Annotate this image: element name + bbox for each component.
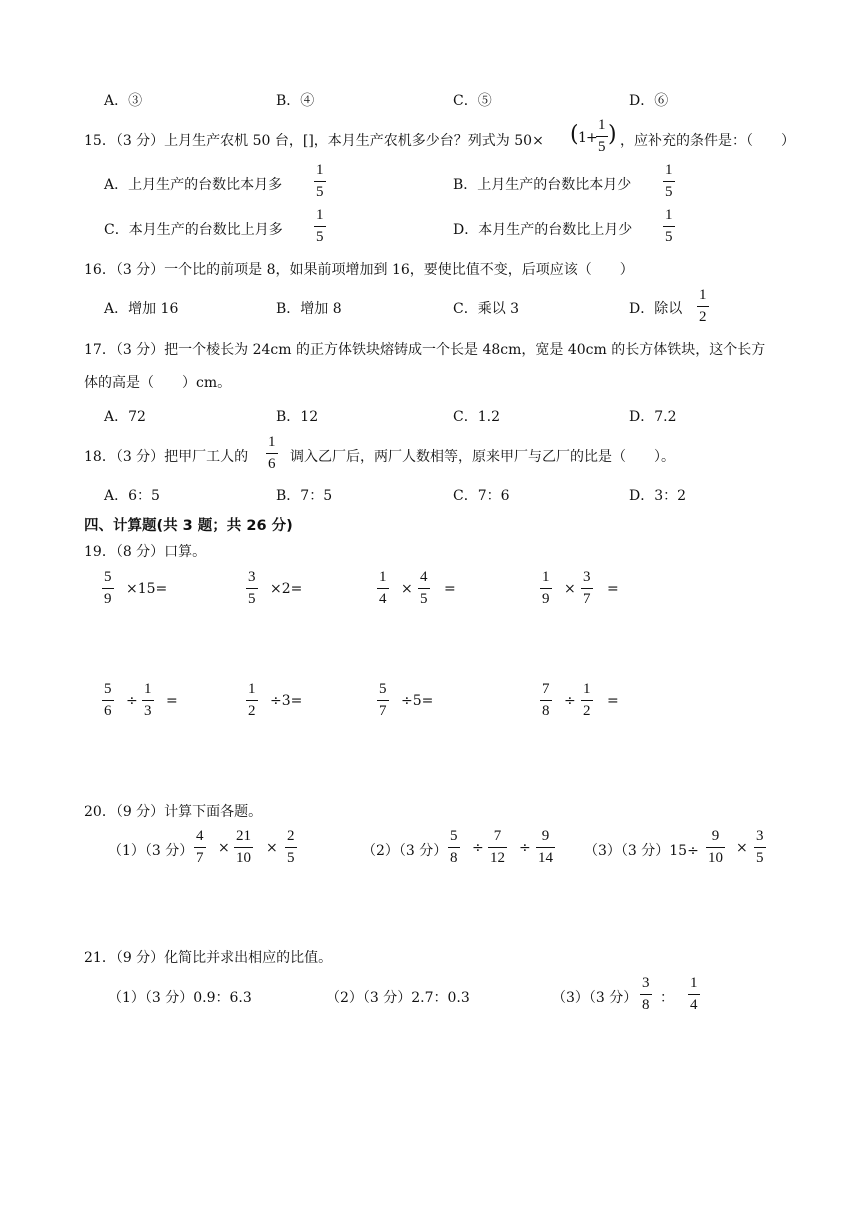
q16-option-d: D．除以 [629,301,683,317]
q20-part1-label: （1）（3 分） [108,843,194,859]
q19-r1-e3-frac2 [418,570,430,607]
q17-stem-line2: 体的高是（ ）cm。 [84,375,232,391]
numerator: 9 [541,828,550,844]
denominator: 5 [756,850,764,866]
q15-stem-after: ，应补充的条件是：（ ） [620,133,795,149]
q16-option-b: B．增加 8 [276,301,342,317]
q15-stem: 15．（3 分）上月生产农机 50 台，[]，本月生产农机多少台？列式为 50× [84,133,544,149]
q17-option-c: C．1.2 [453,409,500,425]
q14-option-c: C．⑤ [453,93,492,109]
numerator: 1 [699,287,707,303]
denominator: 2 [699,309,707,325]
numerator: 1 [583,681,591,697]
numerator: 1 [665,162,673,178]
numerator: 7 [542,681,550,697]
denominator: 4 [379,591,387,607]
q20-part1-frac1 [194,829,206,866]
numerator: 1 [248,681,256,697]
q15-option-a: A．上月生产的台数比本月多 [104,177,283,193]
q15-option-b-fraction [663,163,675,200]
q20-part3-op1: × [736,840,748,856]
q19-r2-e4-frac1 [540,682,552,719]
q19-r1-e1-op: ×15= [126,581,168,597]
denominator: 10 [236,850,251,866]
q20-part3-label: （3）（3 分）15÷ [584,843,699,859]
denominator: 8 [642,997,650,1013]
numerator: 1 [690,975,698,991]
q21-part3-frac1 [640,976,652,1013]
q19-r1-e4-eq: = [607,581,619,597]
q20-part2-frac3 [536,829,555,866]
q19-r2-e3-frac [377,682,389,719]
q19-r1-e1-frac [102,570,114,607]
denominator: 5 [665,229,673,245]
q18-option-c: C．7：6 [453,488,510,504]
q20-stem: 20．（9 分）计算下面各题。 [84,804,263,820]
numerator: 5 [450,828,458,844]
q19-r2-e2-op: ÷3= [270,693,303,709]
q15-paren-close: ) [608,122,617,147]
numerator: 5 [379,681,387,697]
q18-fraction [266,435,278,472]
q19-stem: 19．（8 分）口算。 [84,544,207,560]
numerator: 3 [642,975,650,991]
denominator: 2 [248,703,256,719]
q21-part1: （1）（3 分）0.9：6.3 [108,990,252,1006]
numerator: 1 [144,681,152,697]
numerator: 5 [104,681,112,697]
q21-part3-sep: ： [660,990,674,1006]
q19-r1-e4-frac1 [540,570,552,607]
denominator: 4 [690,997,698,1013]
denominator: 7 [196,850,204,866]
q15-paren-open: ( [570,122,579,147]
q15-option-d: D．本月生产的台数比上月少 [453,222,633,238]
numerator: 2 [287,828,295,844]
numerator: 1 [379,569,387,585]
q20-part2-op2: ÷ [519,840,531,856]
denominator: 6 [104,703,112,719]
q19-r1-e3-eq: = [444,581,456,597]
denominator: 5 [420,591,428,607]
q16-option-c: C．乘以 3 [453,301,520,317]
denominator: 5 [316,184,324,200]
q15-option-a-fraction [314,163,326,200]
q18-option-b: B．7：5 [276,488,333,504]
denominator: 3 [144,703,152,719]
denominator: 10 [708,850,723,866]
q18-option-a: A．6：5 [104,488,160,504]
q19-r1-e3-op: × [401,581,413,597]
numerator: 1 [598,117,606,133]
numerator: 3 [248,569,256,585]
q17-option-b: B．12 [276,409,319,425]
q15-one: 1 [578,130,587,146]
q19-r1-e4-op: × [564,581,576,597]
q14-option-d: D．⑥ [629,93,669,109]
q21-part3-label: （3）（3 分） [552,990,638,1006]
q19-r2-e2-frac [246,682,258,719]
numerator: 3 [756,828,764,844]
denominator: 6 [268,456,276,472]
section-heading: 四、计算题(共 3 题；共 26 分) [84,518,293,534]
numerator: 3 [583,569,591,585]
q19-r1-e4-frac2 [581,570,593,607]
q20-part2-op1: ÷ [472,840,484,856]
denominator: 5 [316,229,324,245]
q15-plus: + [586,130,598,146]
denominator: 2 [583,703,591,719]
numerator: 1 [542,569,550,585]
numerator: 7 [493,828,502,844]
q15-option-b: B．上月生产的台数比本月少 [453,177,632,193]
numerator: 5 [104,569,112,585]
denominator: 8 [450,850,458,866]
q20-part1-op2: × [266,840,278,856]
q19-r2-e3-op: ÷5= [401,693,434,709]
denominator: 7 [583,591,591,607]
q19-r2-e4-op: ÷ [564,693,576,709]
q19-r2-e1-eq: = [166,693,178,709]
q14-option-b: B．④ [276,93,315,109]
q19-r2-e1-frac1 [102,682,114,719]
denominator: 5 [287,850,295,866]
q18-stem-after: 调入乙厂后，两厂人数相等，原来甲厂与乙厂的比是（ ）。 [290,449,675,465]
q18-option-d: D．3：2 [629,488,687,504]
denominator: 7 [379,703,387,719]
q17-option-d: D．7.2 [629,409,677,425]
denominator: 14 [538,850,553,866]
q19-r1-e2-op: ×2= [270,581,303,597]
denominator: 8 [542,703,550,719]
q19-r1-e3-frac1 [377,570,389,607]
denominator: 9 [542,591,550,607]
q19-r2-e4-frac2 [581,682,593,719]
numerator: 9 [711,828,720,844]
q21-part2: （2）（3 分）2.7：0.3 [326,990,470,1006]
q19-r2-e1-op: ÷ [126,693,138,709]
numerator: 1 [316,162,324,178]
q16-option-a: A．增加 16 [104,301,179,317]
denominator: 5 [248,591,256,607]
q19-r2-e4-eq: = [607,693,619,709]
q15-fraction [596,118,608,155]
denominator: 9 [104,591,112,607]
numerator: 4 [196,828,204,844]
q15-option-d-fraction [663,208,675,245]
q16-stem: 16．（3 分）一个比的前项是 8，如果前项增加到 16，要使比值不变，后项应该（ ） [84,262,634,278]
q17-stem-line1: 17．（3 分）把一个棱长为 24cm 的正方体铁块熔铸成一个长是 48cm，宽是 40cm 的长方体铁块，这个长方 [84,342,766,358]
q16-option-d-fraction [697,288,709,325]
q20-part2-label: （2）（3 分） [362,843,448,859]
q19-r2-e1-frac2 [142,682,154,719]
q19-r1-e2-frac [246,570,258,607]
numerator: 1 [268,434,276,450]
q20-part1-op1: × [218,840,230,856]
q20-part2-frac1 [448,829,460,866]
q14-option-a: A．③ [104,93,143,109]
q20-part3-frac2 [754,829,766,866]
q21-part3-frac2 [688,976,700,1013]
numerator: 1 [316,207,324,223]
q21-stem: 21．（9 分）化简比并求出相应的比值。 [84,950,333,966]
q15-option-c: C．本月生产的台数比上月多 [104,222,283,238]
denominator: 5 [598,139,606,155]
numerator: 21 [236,828,251,844]
denominator: 5 [665,184,673,200]
q20-part1-frac2 [234,829,253,866]
numerator: 1 [665,207,673,223]
q20-part1-frac3 [285,829,297,866]
q20-part2-frac2 [488,829,507,866]
q17-option-a: A．72 [104,409,146,425]
q20-part3-frac1 [706,829,725,866]
numerator: 4 [420,569,428,585]
q15-option-c-fraction [314,208,326,245]
denominator: 12 [490,850,505,866]
q18-stem: 18．（3 分）把甲厂工人的 [84,449,249,465]
